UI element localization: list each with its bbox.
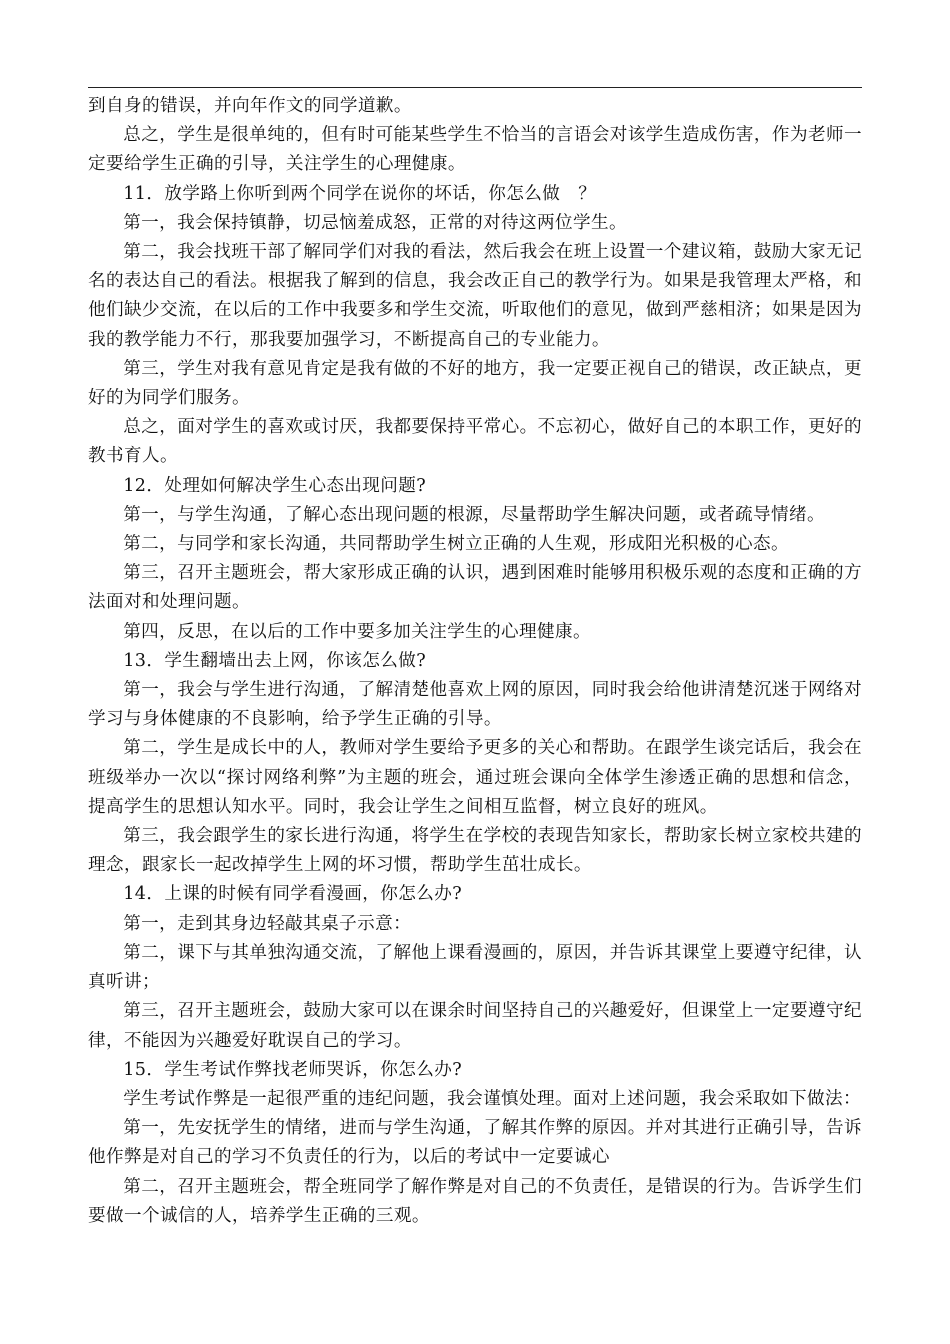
- paragraph: 第二，与同学和家长沟通，共同帮助学生树立正确的人生观，形成阳光积极的心态。: [123, 534, 789, 555]
- paragraph: 第一，与学生沟通，了解心态出现问题的根源，尽量帮助学生解决问题，或者疏导情绪。: [123, 504, 825, 525]
- continuation-paragraph: 到自身的错误，并向年作文的同学道歉。: [88, 96, 412, 116]
- question-heading: 12．处理如何解决学生心态出现问题?: [123, 475, 427, 496]
- question-heading: 11．放学路上你听到两个同学在说你的坏话，你怎么做 ？: [123, 183, 597, 204]
- paragraph: 总之，面对学生的喜欢或讨厌，我都要保持平常心。不忘初心，做好自己的本职工作，更好的教书育人。: [88, 417, 862, 467]
- paragraph: 总之，学生是很单纯的，但有时可能某些学生不恰当的言语会对该学生造成伤害，作为老师一定要给学生正确的引导，关注学生的心理健康。: [88, 125, 862, 175]
- paragraph: 第一，我会保持镇静，切忌恼羞成怒，正常的对待这两位学生。: [123, 212, 628, 233]
- question-heading: 13．学生翻墙出去上网，你该怎么做?: [123, 650, 427, 671]
- header-rule: [88, 87, 862, 88]
- paragraph: 第三，我会跟学生的家长进行沟通，将学生在学校的表现告知家长，帮助家长树立家校共建的理念，跟家长一起改掉学生上网的坏习惯，帮助学生茁壮成长。: [88, 826, 862, 876]
- question-heading: 15．学生考试作弊找老师哭诉，你怎么办?: [123, 1059, 463, 1080]
- paragraph: 第四，反思，在以后的工作中要多加关注学生的心理健康。: [123, 621, 592, 642]
- paragraph: 第三，召开主题班会，鼓励大家可以在课余时间坚持自己的兴趣爱好，但课堂上一定要遵守纪律，不能因为兴趣爱好耽误自己的学习。: [88, 1001, 862, 1051]
- paragraph: 第三，学生对我有意见肯定是我有做的不好的地方，我一定要正视自己的错误，改正缺点，更好的为同学们服务。: [88, 358, 862, 409]
- paragraph: 第一，走到其身边轻敲其桌子示意：: [123, 913, 412, 934]
- paragraph: 第二，学生是成长中的人，教师对学生要给予更多的关心和帮助。在跟学生谈完话后，我会在班级举办一次以“探讨网络利弊”为主题的班会，通过班会课向全体学生渗透正确的思想和信念，提高学生的思想认知水平。同时，我会让学生之间相互监督，树立良好的班风。: [88, 738, 862, 817]
- paragraph: 学生考试作弊是一起很严重的违纪问题，我会谨慎处理。面对上述问题，我会采取如下做法：: [123, 1088, 861, 1109]
- paragraph: 第一，我会与学生进行沟通，了解清楚他喜欢上网的原因，同时我会给他讲清楚沉迷于网络对学习与身体健康的不良影响，给予学生正确的引导。: [88, 680, 862, 730]
- paragraph: 第二，课下与其单独沟通交流，了解他上课看漫画的，原因，并告诉其课堂上要遵守纪律，认真听讲；: [88, 942, 862, 993]
- paragraph: 第三，召开主题班会，帮大家形成正确的认识，遇到困难时能够用积极乐观的态度和正确的方法面对和处理问题。: [88, 563, 862, 613]
- document-body: [88, 92, 862, 1231]
- paragraph: 第二，我会找班干部了解同学们对我的看法，然后我会在班上设置一个建议箱，鼓励大家无记名的表达自己的看法。根据我了解到的信息，我会改正自己的教学行为。如果是我管理太严格，和他们缺少交流，在以后的工作中我要多和学生交流，听取他们的意见，做到严慈相济；如果是因为我的教学能力不行，那我要加强学习，不断提高自己的专业能力。: [88, 242, 862, 350]
- question-heading: 14．上课的时候有同学看漫画，你怎么办?: [123, 884, 463, 905]
- paragraph: 第一，先安抚学生的情绪，进而与学生沟通，了解其作弊的原因。并对其进行正确引导，告诉他作弊是对自己的学习不负责任的行为，以后的考试中一定要诚心: [88, 1118, 862, 1168]
- paragraph: 第二，召开主题班会，帮全班同学了解作弊是对自己的不负责任，是错误的行为。告诉学生们要做一个诚信的人，培养学生正确的三观。: [88, 1176, 862, 1226]
